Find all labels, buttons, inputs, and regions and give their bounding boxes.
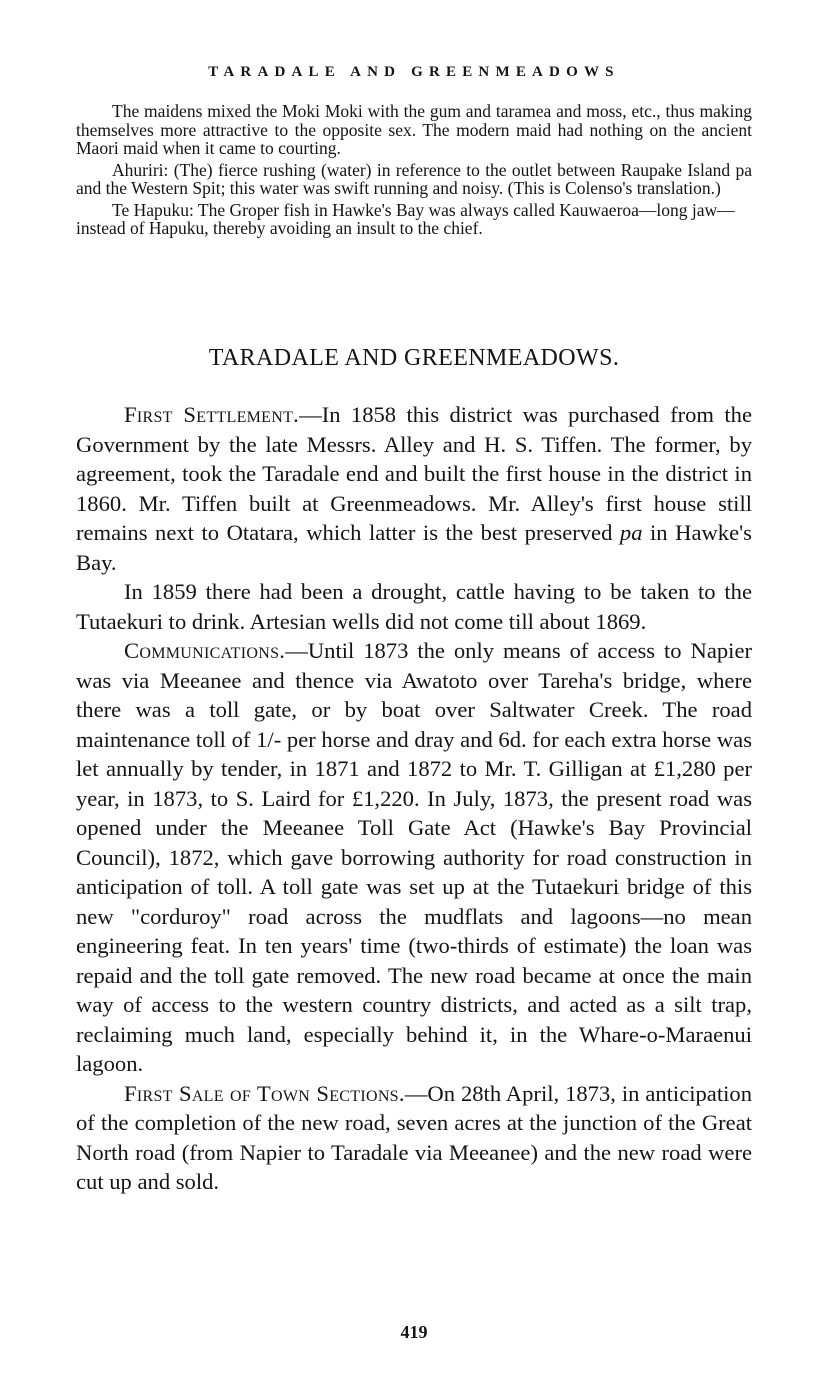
communications-text: —Until 1873 the only means of access to Napier was via Meeanee and thence via Awatoto over Tareha's bridge, where there was a toll gate, or by boat over Saltwater Creek. The road maintenance toll of 1/- per horse and dray and 6d. for each extra horse was let annually by tender, in 1871 and 1872 to Mr. T. Gilligan at £1,280 per year, in 1873, to S. Laird for £1,220. In July, 1873, the present road was opened under the Meeanee Toll Gate Act (Hawke's Bay Provincial Council), 1872, which gave borrowing authority for road construction in anticipation of toll. A toll gate was set up at the Tutaekuri bridge of this new "corduroy" road across the mudflats and lagoons—no mean engineering feat. In ten years' time (two-thirds of estimate) the loan was repaid and the toll gate removed. The new road became at once the main way of access to the western country districts, and acted as a silt trap, reclaiming much land, especially behind it, in the Whare-o-Maraenui lagoon.	[76, 638, 752, 1076]
note-ahuriri: Ahuriri: (The) fierce rushing (water) in reference to the outlet between Raupake Island pa and the Western Spit; this water was swift running and noisy. (This is Colenso's translation.)	[76, 159, 752, 198]
note-te-hapuku: Te Hapuku: The Groper fish in Hawke's Bay was always called Kauwaeroa—long jaw—instead of Hapuku, thereby avoiding an insult to the chief.	[76, 199, 735, 238]
paragraph-first-sale	[76, 1079, 752, 1197]
first-settlement-text-a: —In 1858 this district was purchased from the Government by the late Messrs. Alley and H. S. Tiffen. The former, by agreement, took the Taradale end and built the first house in the district in 1860. Mr. Tiffen built at Greenmeadows. Mr. Alley's first house still remains next to Otatara, which latter is the best preserved	[76, 402, 752, 545]
first-settlement-text-b: in Hawke's Bay.	[76, 520, 752, 575]
pa-italic: pa	[619, 520, 643, 545]
section-title: TARADALE AND GREENMEADOWS.	[208, 345, 620, 371]
paragraph-drought: In 1859 there had been a drought, cattle having to be taken to the Tutaekuri to drink. Artesian wells did not come till about 1869.	[76, 579, 752, 634]
subhead-first-settlement: First Settlement.	[124, 402, 300, 427]
subhead-communications: Communications.	[124, 638, 286, 663]
running-head: TARADALE AND GREENMEADOWS	[208, 64, 620, 80]
book-page	[76, 0, 752, 1400]
page-number: 419	[400, 1322, 428, 1342]
subhead-first-sale: First Sale of Town Sections.	[124, 1080, 405, 1106]
note-maidens: The maidens mixed the Moki Moki with the gum and taramea and moss, etc., thus making themselves more attractive to the opposite sex. The modern maid had nothing on the ancient Maori maid when it came to courting.	[76, 101, 752, 158]
paragraph-communications	[76, 636, 752, 1079]
glossary-notes	[76, 102, 752, 241]
main-text	[76, 400, 752, 1197]
paragraph-first-settlement	[76, 400, 752, 577]
first-sale-text: —On 28th April, 1873, in anticipation of the completion of the new road, seven acres at the junction of the Great North road (from Napier to Taradale via Meeanee) and the new road were cut up and sold.	[76, 1080, 752, 1194]
